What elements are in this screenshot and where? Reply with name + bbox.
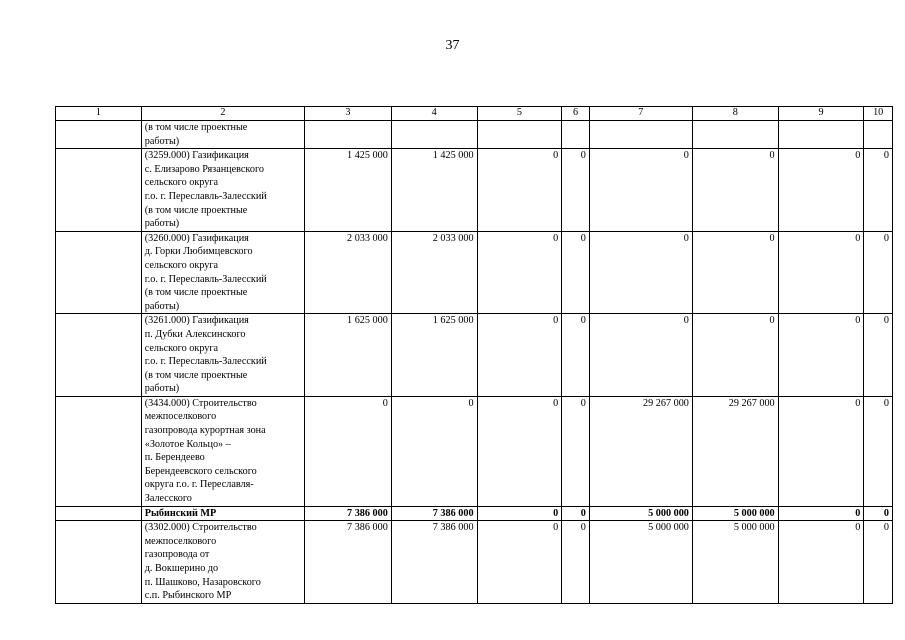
- budget-table: [55, 106, 893, 604]
- column-header-9: 9: [778, 107, 864, 121]
- cell-col4: [391, 121, 477, 149]
- cell-col3: 1 625 000: [305, 314, 392, 397]
- cell-col10: 0: [864, 506, 893, 521]
- cell-name: (3261.000) Газификация п. Дубки Алексинского сельского округа г.о. г. Переславль-Залесский (в том числе проектные работы): [141, 314, 304, 397]
- cell-col8: 0: [692, 314, 778, 397]
- cell-name: (3302.000) Строительство межпоселкового газопровода от д. Вокшерино до п. Шашково, Назаровского с.п. Рыбинского МР: [141, 521, 304, 604]
- cell-col5: 0: [477, 314, 562, 397]
- cell-col8: 0: [692, 149, 778, 232]
- column-header-5: 5: [477, 107, 562, 121]
- cell-col6: 0: [562, 396, 590, 506]
- cell-col5: 0: [477, 506, 562, 521]
- cell-name: (3260.000) Газификация д. Горки Любимцевского сельского округа г.о. г. Переславль-Залесский (в том числе проектные работы): [141, 231, 304, 314]
- table-row: [56, 396, 893, 506]
- cell-col3: 0: [305, 396, 392, 506]
- column-header-1: 1: [56, 107, 142, 121]
- cell-col6: 0: [562, 149, 590, 232]
- page-number: 37: [445, 38, 460, 53]
- cell-col7: 0: [589, 231, 692, 314]
- cell-col6: 0: [562, 506, 590, 521]
- cell-col10: 0: [864, 314, 893, 397]
- cell-col10: 0: [864, 231, 893, 314]
- cell-col5: 0: [477, 149, 562, 232]
- table-row: [56, 314, 893, 397]
- cell-col7: 0: [589, 314, 692, 397]
- cell-col9: 0: [778, 314, 864, 397]
- cell-col4: 0: [391, 396, 477, 506]
- column-header-7: 7: [589, 107, 692, 121]
- cell-col10: 0: [864, 149, 893, 232]
- cell-col8: [692, 121, 778, 149]
- cell-col10: [864, 121, 893, 149]
- cell-col1: [56, 149, 142, 232]
- subtotal-row: [56, 506, 893, 521]
- cell-name: Рыбинский МР: [141, 506, 304, 521]
- cell-col3: 7 386 000: [305, 506, 392, 521]
- cell-col3: 2 033 000: [305, 231, 392, 314]
- cell-col1: [56, 121, 142, 149]
- cell-col1: [56, 506, 142, 521]
- cell-col6: 0: [562, 314, 590, 397]
- column-header-8: 8: [692, 107, 778, 121]
- cell-col4: 2 033 000: [391, 231, 477, 314]
- table-row: [56, 231, 893, 314]
- cell-col8: 29 267 000: [692, 396, 778, 506]
- cell-col5: 0: [477, 396, 562, 506]
- cell-col7: 5 000 000: [589, 521, 692, 604]
- column-header-3: 3: [305, 107, 392, 121]
- cell-name: (3434.000) Строительство межпоселкового газопровода курортная зона «Золотое Кольцо» – п. Берендеево Берендеевского сельского округа г.о. г. Переславля- Залесского: [141, 396, 304, 506]
- column-header-10: 10: [864, 107, 893, 121]
- cell-col9: 0: [778, 521, 864, 604]
- column-header-6: 6: [562, 107, 590, 121]
- cell-col9: 0: [778, 149, 864, 232]
- cell-col9: 0: [778, 396, 864, 506]
- cell-col6: 0: [562, 231, 590, 314]
- cell-name: (3259.000) Газификация с. Елизарово Рязанцевского сельского округа г.о. г. Переславль-Залесский (в том числе проектные работы): [141, 149, 304, 232]
- cell-col5: 0: [477, 521, 562, 604]
- table-row: [56, 521, 893, 604]
- cell-col4: 1 625 000: [391, 314, 477, 397]
- cell-name: (в том числе проектные работы): [141, 121, 304, 149]
- cell-col8: 0: [692, 231, 778, 314]
- cell-col5: 0: [477, 231, 562, 314]
- cell-col3: [305, 121, 392, 149]
- cell-col7: [589, 121, 692, 149]
- cell-col6: [562, 121, 590, 149]
- column-header-2: 2: [141, 107, 304, 121]
- cell-col4: 7 386 000: [391, 506, 477, 521]
- cell-col6: 0: [562, 521, 590, 604]
- cell-col7: 0: [589, 149, 692, 232]
- cell-col1: [56, 314, 142, 397]
- header-row: [56, 107, 893, 121]
- cell-col9: 0: [778, 506, 864, 521]
- cell-col1: [56, 521, 142, 604]
- cell-col7: 29 267 000: [589, 396, 692, 506]
- cell-col10: 0: [864, 396, 893, 506]
- cell-col9: 0: [778, 231, 864, 314]
- cell-col3: 1 425 000: [305, 149, 392, 232]
- cell-col8: 5 000 000: [692, 506, 778, 521]
- cell-col1: [56, 396, 142, 506]
- cell-col4: 7 386 000: [391, 521, 477, 604]
- cell-col8: 5 000 000: [692, 521, 778, 604]
- cell-col3: 7 386 000: [305, 521, 392, 604]
- column-header-4: 4: [391, 107, 477, 121]
- cell-col5: [477, 121, 562, 149]
- cell-col10: 0: [864, 521, 893, 604]
- cell-col4: 1 425 000: [391, 149, 477, 232]
- table-row: [56, 121, 893, 149]
- cell-col7: 5 000 000: [589, 506, 692, 521]
- cell-col9: [778, 121, 864, 149]
- cell-col1: [56, 231, 142, 314]
- table-row: [56, 149, 893, 232]
